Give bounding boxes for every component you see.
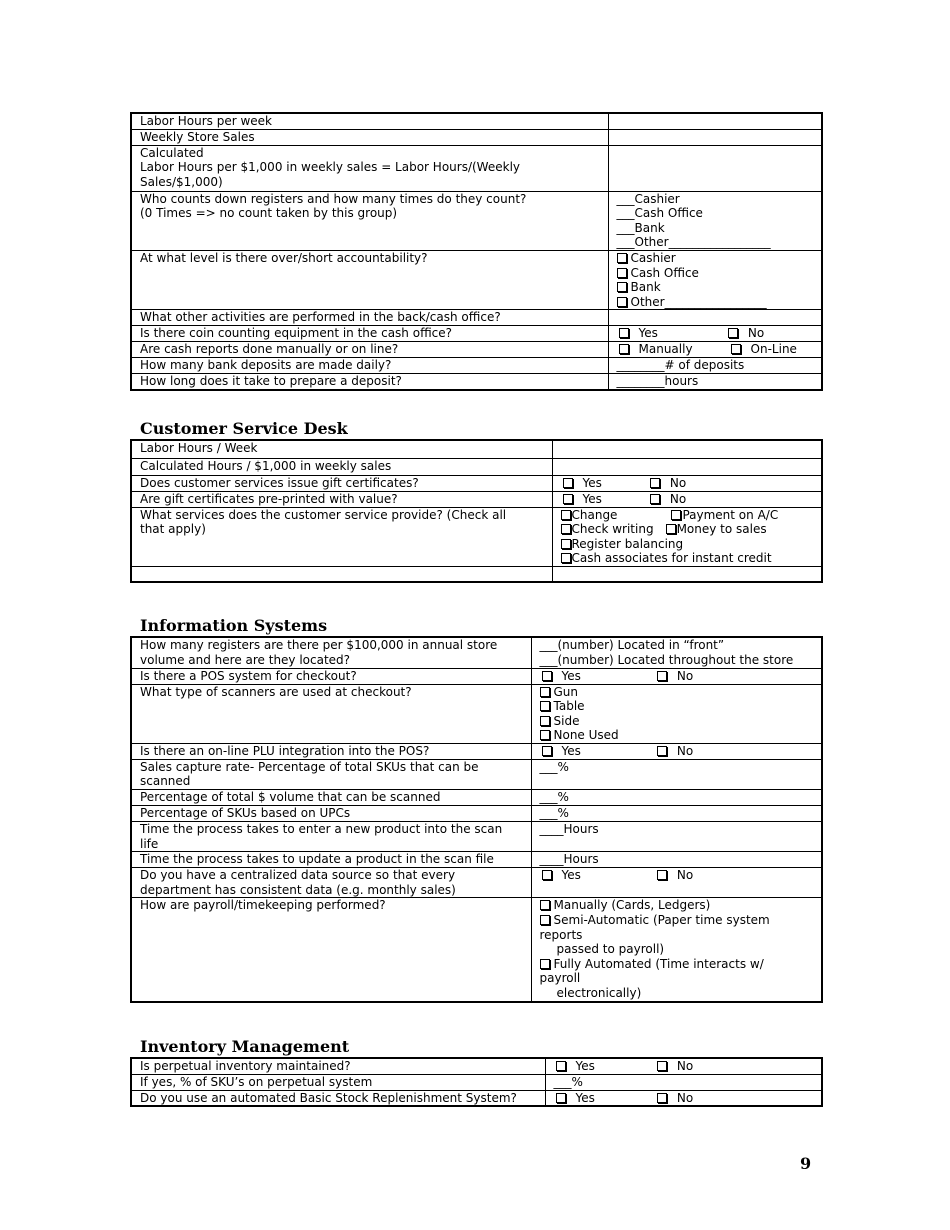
question-cell: Percentage of total $ volume that can be scanned xyxy=(131,790,531,806)
answer-cell[interactable]: ____Hours xyxy=(531,822,822,852)
option-other[interactable]: Other_________________ xyxy=(617,295,814,310)
answer-cell[interactable] xyxy=(552,440,822,458)
option-table[interactable]: Table xyxy=(540,699,814,714)
option-no[interactable]: No xyxy=(648,492,686,506)
answer-cell xyxy=(545,1058,822,1074)
question-cell: Is there a POS system for checkout? xyxy=(131,668,531,684)
table-row xyxy=(131,1058,822,1074)
table-row xyxy=(131,458,822,475)
answer-cell[interactable]: ________hours xyxy=(608,374,822,390)
question-cell: Labor Hours / Week xyxy=(131,440,552,458)
table-row xyxy=(131,868,822,898)
option-payment-on-ac[interactable]: Payment on A/C xyxy=(671,508,778,522)
checkbox-icon[interactable] xyxy=(657,746,667,756)
checkbox-icon[interactable] xyxy=(540,701,550,711)
option-yes[interactable]: Yes xyxy=(561,492,602,506)
table-row xyxy=(131,113,822,129)
information-systems-table xyxy=(130,636,823,1003)
option-no[interactable]: No xyxy=(655,744,693,758)
checkbox-icon[interactable] xyxy=(617,268,627,278)
answer-cell: Manually (Cards, Ledgers) Semi-Automatic (Paper time system reports passed to payroll) Fully Automated (Time interacts w/ payroll electronically) xyxy=(531,898,822,1002)
table-row xyxy=(131,342,822,358)
option-none-used[interactable]: None Used xyxy=(540,728,814,743)
question-cell: Is perpetual inventory maintained? xyxy=(131,1058,545,1074)
answer-cell xyxy=(608,342,822,358)
section-heading-customer-service: Customer Service Desk xyxy=(140,419,348,438)
blank-registers-throughout[interactable]: ___(number) Located throughout the store xyxy=(539,652,794,667)
table-row xyxy=(131,310,822,326)
option-fully-automated[interactable]: Fully Automated (Time interacts w/ xyxy=(540,957,814,972)
question-cell: Do you use an automated Basic Stock Replenishment System? xyxy=(131,1090,545,1106)
question-cell: How many bank deposits are made daily? xyxy=(131,358,608,374)
table-row xyxy=(131,684,822,743)
option-yes[interactable]: Yes xyxy=(561,476,602,490)
question-cell: Are gift certificates pre-printed with value? xyxy=(131,491,552,507)
table-row xyxy=(131,822,822,852)
checkbox-icon[interactable] xyxy=(666,524,676,534)
checkbox-icon[interactable] xyxy=(561,539,571,549)
table-row xyxy=(131,637,822,668)
table-row xyxy=(131,1074,822,1090)
question-cell: How many registers are there per $100,000 in annual store volume and here are they located? xyxy=(131,637,531,668)
question-cell: What type of scanners are used at checkout? xyxy=(131,684,531,743)
question-cell: Who counts down registers and how many times do they count? (0 Times => no count taken by this group) xyxy=(131,191,608,250)
checkbox-icon[interactable] xyxy=(542,671,552,681)
question-cell: Time the process takes to update a product in the scan file xyxy=(131,852,531,868)
option-yes[interactable]: Yes xyxy=(617,326,658,340)
question-cell: Is there coin counting equipment in the cash office? xyxy=(131,326,608,342)
blank-registers-front[interactable]: ___(number) Located in “front” xyxy=(539,638,725,652)
checkbox-icon[interactable] xyxy=(540,730,550,740)
option-yes[interactable]: Yes xyxy=(540,744,581,758)
answer-cell xyxy=(608,326,822,342)
answer-cell[interactable] xyxy=(608,113,822,129)
option-no[interactable]: No xyxy=(655,1059,693,1073)
answer-cell xyxy=(552,491,822,507)
checkbox-icon[interactable] xyxy=(657,1061,667,1071)
checkbox-icon[interactable] xyxy=(556,1093,566,1103)
option-gun[interactable]: Gun xyxy=(540,685,814,700)
table-row xyxy=(131,743,822,759)
checkbox-icon[interactable] xyxy=(540,900,550,910)
question-cell: Is there an on-line PLU integration into the POS? xyxy=(131,743,531,759)
blank-bank[interactable]: ___Bank xyxy=(616,220,665,235)
option-no[interactable]: No xyxy=(655,669,693,683)
answer-cell[interactable]: ___% xyxy=(531,790,822,806)
section-heading-inventory-management: Inventory Management xyxy=(140,1037,350,1056)
checkbox-icon[interactable] xyxy=(561,553,571,563)
answer-cell[interactable] xyxy=(552,566,822,582)
answer-cell xyxy=(552,475,822,491)
question-cell: At what level is there over/short accountability? xyxy=(131,250,608,309)
question-cell: Labor Hours per week xyxy=(131,113,608,129)
table-row xyxy=(131,668,822,684)
table-row xyxy=(131,326,822,342)
answer-cell xyxy=(608,250,822,309)
page-number: 9 xyxy=(800,1154,812,1173)
answer-cell[interactable] xyxy=(552,458,822,475)
table-row xyxy=(131,129,822,145)
checkbox-icon[interactable] xyxy=(556,1061,566,1071)
checkbox-icon[interactable] xyxy=(563,478,573,488)
checkbox-icon[interactable] xyxy=(542,870,552,880)
table-row xyxy=(131,898,822,1002)
question-cell: Do you have a centralized data source so that every department has consistent data (e.g. monthly sales) xyxy=(131,868,531,898)
answer-cell[interactable]: ___% xyxy=(531,759,822,789)
option-yes[interactable]: Yes xyxy=(540,669,581,683)
answer-cell[interactable]: ________# of deposits xyxy=(608,358,822,374)
answer-cell[interactable]: ___% xyxy=(545,1074,822,1090)
answer-cell[interactable]: ____Hours xyxy=(531,852,822,868)
blank-other[interactable]: ___Other_________________ xyxy=(616,235,771,250)
option-cashier[interactable]: Cashier xyxy=(617,251,814,266)
checkbox-icon[interactable] xyxy=(671,510,681,520)
table-row xyxy=(131,806,822,822)
checkbox-icon[interactable] xyxy=(542,746,552,756)
option-no[interactable]: No xyxy=(648,476,686,490)
question-cell: Sales capture rate- Percentage of total SKUs that can be scanned xyxy=(131,759,531,789)
option-online[interactable]: On-Line xyxy=(729,342,797,356)
answer-cell[interactable] xyxy=(608,191,822,250)
option-check-writing[interactable]: Check writing xyxy=(561,522,654,536)
option-change[interactable]: Change xyxy=(561,508,618,522)
table-row xyxy=(131,475,822,491)
table-row xyxy=(131,374,822,390)
question-cell: Calculated Hours / $1,000 in weekly sales xyxy=(131,458,552,475)
option-no[interactable]: No xyxy=(655,868,693,882)
checkbox-icon[interactable] xyxy=(650,494,660,504)
option-manually-cards[interactable]: Manually (Cards, Ledgers) xyxy=(540,898,814,913)
blank-cashier[interactable]: ___Cashier xyxy=(616,191,680,206)
checkbox-icon[interactable] xyxy=(563,494,573,504)
option-yes[interactable]: Yes xyxy=(554,1091,595,1105)
answer-cell[interactable] xyxy=(608,145,822,191)
question-cell: How are payroll/timekeeping performed? xyxy=(131,898,531,1002)
question-cell: Weekly Store Sales xyxy=(131,129,608,145)
option-cash-associates[interactable]: Cash associates for instant credit xyxy=(561,551,814,566)
checkbox-icon[interactable] xyxy=(650,478,660,488)
checkbox-icon[interactable] xyxy=(617,253,627,263)
option-cash-office[interactable]: Cash Office xyxy=(617,266,814,281)
checkbox-icon[interactable] xyxy=(657,671,667,681)
answer-cell xyxy=(552,507,822,566)
answer-cell xyxy=(545,1090,822,1106)
question-cell: Percentage of SKUs based on UPCs xyxy=(131,806,531,822)
inventory-management-table xyxy=(130,1057,823,1107)
option-register-balancing[interactable]: Register balancing xyxy=(561,537,814,552)
checkbox-icon[interactable] xyxy=(617,297,627,307)
question-cell: Does customer services issue gift certificates? xyxy=(131,475,552,491)
checkbox-icon[interactable] xyxy=(657,1093,667,1103)
table-row xyxy=(131,191,822,250)
table-row xyxy=(131,790,822,806)
checkbox-icon[interactable] xyxy=(617,282,627,292)
checkbox-icon[interactable] xyxy=(540,716,550,726)
option-no[interactable]: No xyxy=(655,1091,693,1105)
answer-cell[interactable] xyxy=(608,310,822,326)
question-cell: How long does it take to prepare a deposit? xyxy=(131,374,608,390)
question-cell xyxy=(131,566,552,582)
checkbox-icon[interactable] xyxy=(728,328,738,338)
option-yes[interactable]: Yes xyxy=(540,868,581,882)
checkbox-icon[interactable] xyxy=(561,510,571,520)
blank-cash-office[interactable]: ___Cash Office xyxy=(616,206,703,221)
question-cell: Time the process takes to enter a new product into the scan life xyxy=(131,822,531,852)
checkbox-icon[interactable] xyxy=(561,524,571,534)
checkbox-icon[interactable] xyxy=(657,870,667,880)
option-yes[interactable]: Yes xyxy=(554,1059,595,1073)
question-cell: Calculated Labor Hours per $1,000 in weekly sales = Labor Hours/(Weekly Sales/$1,000) xyxy=(131,145,608,191)
answer-cell[interactable] xyxy=(608,129,822,145)
answer-cell xyxy=(531,637,822,668)
option-bank[interactable]: Bank xyxy=(617,280,814,295)
table-row xyxy=(131,491,822,507)
checkbox-icon[interactable] xyxy=(619,344,629,354)
checkbox-icon[interactable] xyxy=(540,959,550,969)
answer-cell xyxy=(531,743,822,759)
answer-cell xyxy=(531,668,822,684)
table-row xyxy=(131,852,822,868)
checkbox-icon[interactable] xyxy=(540,915,550,925)
answer-cell xyxy=(531,684,822,743)
question-cell: What other activities are performed in the back/cash office? xyxy=(131,310,608,326)
answer-cell xyxy=(531,868,822,898)
question-cell: What services does the customer service provide? (Check all that apply) xyxy=(131,507,552,566)
table-row xyxy=(131,440,822,458)
table-row xyxy=(131,145,822,191)
table-row xyxy=(131,759,822,789)
table-row xyxy=(131,1090,822,1106)
option-side[interactable]: Side xyxy=(540,714,814,729)
checkbox-icon[interactable] xyxy=(731,344,741,354)
table-row xyxy=(131,250,822,309)
question-cell: If yes, % of SKU’s on perpetual system xyxy=(131,1074,545,1090)
table-row xyxy=(131,507,822,566)
option-manually[interactable]: Manually xyxy=(617,342,693,356)
option-no[interactable]: No xyxy=(726,326,764,340)
option-money-to-sales[interactable]: Money to sales xyxy=(666,522,767,536)
checkbox-icon[interactable] xyxy=(540,687,550,697)
section-heading-information-systems: Information Systems xyxy=(140,616,328,635)
checkbox-icon[interactable] xyxy=(619,328,629,338)
table-row xyxy=(131,358,822,374)
answer-cell[interactable]: ___% xyxy=(531,806,822,822)
option-semi-automatic[interactable]: Semi-Automatic (Paper time system xyxy=(540,913,814,928)
question-cell: Are cash reports done manually or on line? xyxy=(131,342,608,358)
back-office-table xyxy=(130,112,823,391)
table-row xyxy=(131,566,822,582)
customer-service-table xyxy=(130,439,823,583)
